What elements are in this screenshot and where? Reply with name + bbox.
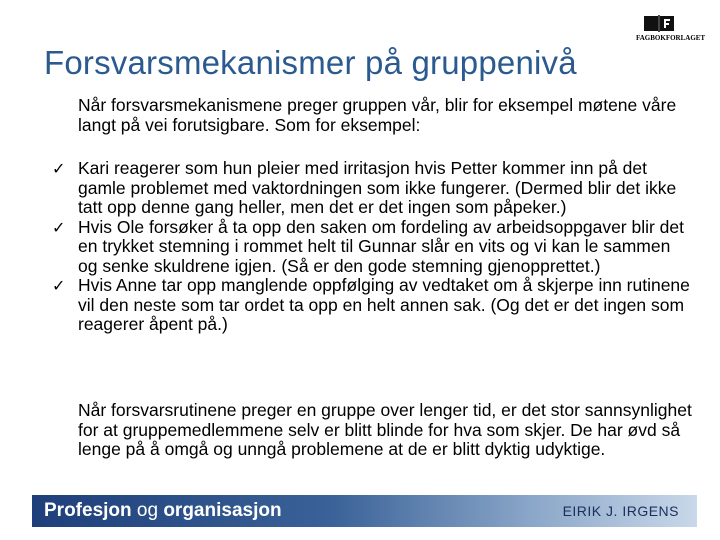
list-item	[52, 159, 692, 218]
footer-title-part: Profesjon	[44, 500, 132, 521]
slide-title: Forsvarsmekanismer på gruppenivå	[44, 44, 577, 81]
logo-text: FAGBOKFORLAGET	[636, 34, 706, 42]
intro-paragraph: Når forsvarsmekanismene preger gruppen vår, blir for eksempel møtene våre langt på vei forutsigbare. Som for eksempel:	[78, 95, 677, 135]
footer-author: EIRIK J. IRGENS	[562, 503, 679, 519]
footer-book-title	[44, 500, 282, 522]
list-item	[52, 218, 692, 277]
publisher-logo	[636, 14, 706, 46]
example-list	[52, 159, 692, 335]
checkmark-icon: ✓	[52, 276, 66, 295]
closing-paragraph: Når forsvarsrutinene preger en gruppe over lenger tid, er det stor sannsynlighet for at gruppemedlemmene selv er blitt blinde for hva som skjer. De har øvd så lenge på å omgå og unngå problemene at de er blitt dyktig udyktige.	[78, 400, 692, 459]
list-item-text: Kari reagerer som hun pleier med irritasjon hvis Petter kommer inn på det gamle problemet med vaktordningen som ikke fungerer. (Dermed blir det ikke tatt opp denne gang heller, men det er det ingen som påpeker.)	[78, 158, 677, 217]
list-item-text: Hvis Anne tar opp manglende oppfølging av vedtaket om å skjerpe inn rutinene vil den neste som tar ordet ta opp en helt annen sak. (Og det er det ingen som reagerer åpent på.)	[78, 275, 690, 334]
checkmark-icon: ✓	[52, 159, 66, 178]
list-item	[52, 276, 692, 335]
checkmark-icon: ✓	[52, 217, 66, 237]
list-item-text: Hvis Ole forsøker å ta opp den saken om fordeling av arbeidsoppgaver blir det en trykket stemning i rommet helt til Gunnar slår en vits og vi kan le sammen og senke skuldrene igjen. (Så er den gode stemning gjenopprettet.)	[78, 216, 685, 276]
book-logo-icon	[642, 14, 678, 32]
footer-title-part: organisasjon	[163, 500, 282, 521]
footer-banner	[32, 495, 697, 527]
footer-title-part: og	[131, 500, 164, 521]
